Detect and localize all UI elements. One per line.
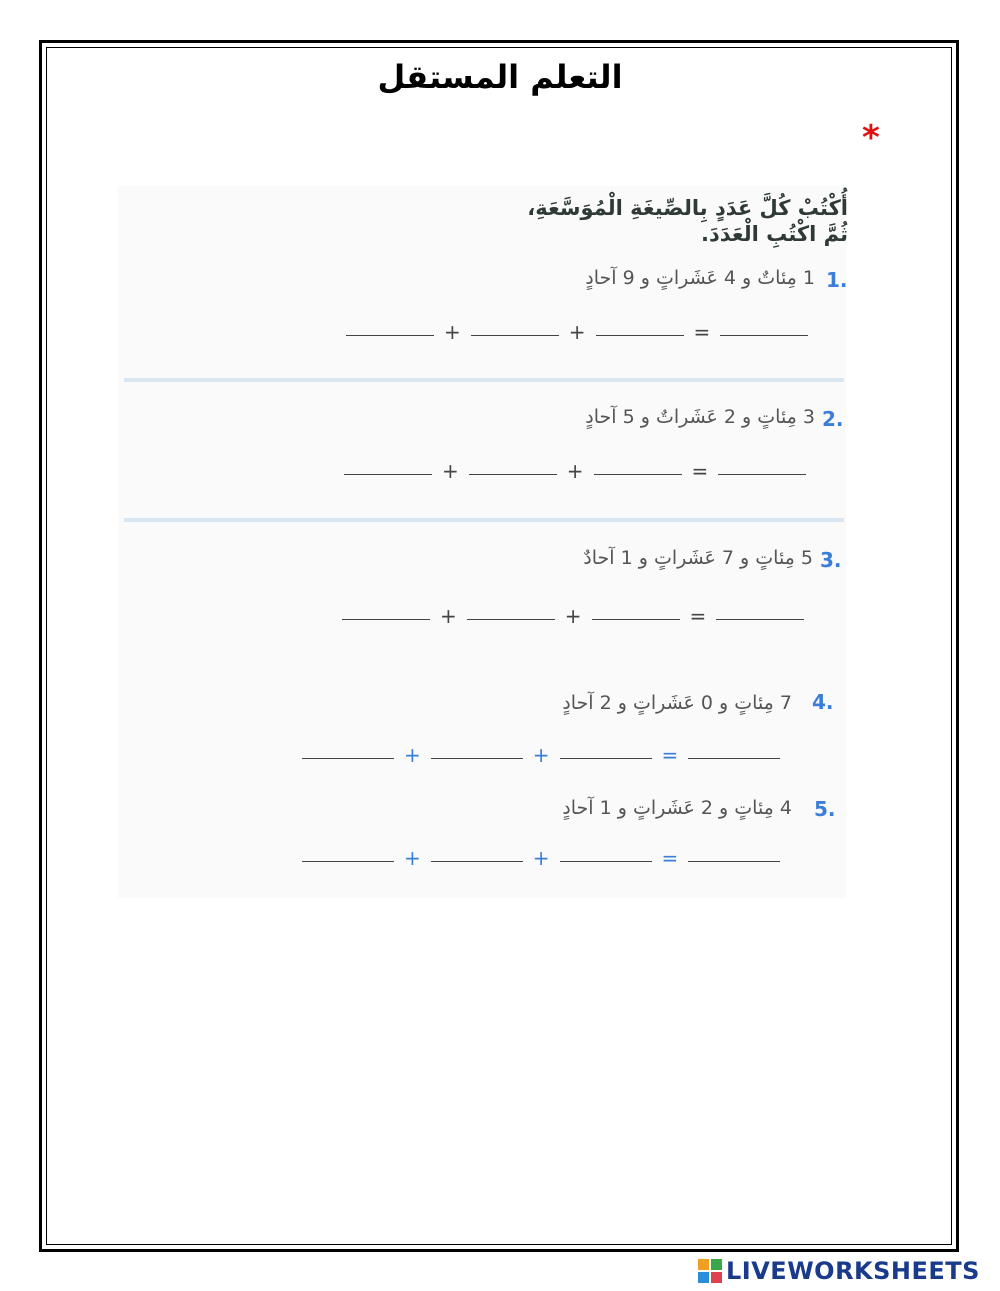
equals-sign: = [661, 846, 679, 870]
page-title: التعلم المستقل [377, 58, 623, 96]
plus-sign: + [404, 846, 421, 870]
exercise-text: 1 مِئاتٌ و 4 عَشَراتٍ و 9 آحادٍ [585, 267, 815, 289]
equals-sign: = [661, 743, 679, 767]
exercise-text: 7 مِئاتٍ و 0 عَشَراتٍ و 2 آحادٍ [562, 692, 792, 714]
section-divider [124, 518, 844, 522]
answer-blank[interactable] [342, 618, 430, 620]
answer-blank[interactable] [467, 618, 555, 620]
answer-blank[interactable] [688, 757, 780, 759]
plus-sign: + [532, 846, 550, 870]
section-divider [124, 378, 844, 382]
expanded-form-equation [346, 322, 808, 342]
logo-square [711, 1272, 722, 1283]
exercise-text: 5 مِئاتٍ و 7 عَشَراتٍ و 1 آحادٌ [583, 547, 813, 569]
exercise-text: 4 مِئاتٍ و 2 عَشَراتٍ و 1 آحادٍ [562, 797, 792, 819]
plus-sign: + [404, 743, 421, 767]
answer-blank[interactable] [431, 757, 523, 759]
answer-blank[interactable] [720, 334, 808, 336]
answer-blank[interactable] [716, 618, 804, 620]
plus-sign: + [440, 604, 457, 628]
instruction-line-2: ثُمَّ اكْتُبِ الْعَدَدَ. [700, 222, 848, 246]
plus-sign: + [564, 604, 582, 628]
equals-sign: = [689, 604, 707, 628]
logo-squares-icon [698, 1259, 722, 1283]
equals-sign: = [693, 320, 711, 344]
answer-blank[interactable] [431, 860, 523, 862]
exercise-text: 3 مِئاتٍ و 2 عَشَراتٌ و 5 آحادٍ [585, 406, 815, 428]
answer-blank[interactable] [688, 860, 780, 862]
exercise-number: 5. [814, 797, 836, 821]
answer-blank[interactable] [469, 473, 557, 475]
answer-blank[interactable] [346, 334, 434, 336]
answer-blank[interactable] [592, 618, 680, 620]
answer-blank[interactable] [560, 860, 652, 862]
answer-blank[interactable] [344, 473, 432, 475]
expanded-form-equation [302, 848, 780, 868]
logo-square [711, 1259, 722, 1270]
plus-sign: + [568, 320, 586, 344]
expanded-form-equation [342, 606, 804, 626]
answer-blank[interactable] [718, 473, 806, 475]
answer-blank[interactable] [471, 334, 559, 336]
exercise-number: 2. [822, 407, 844, 431]
expanded-form-equation [302, 745, 780, 765]
plus-sign: + [442, 459, 459, 483]
plus-sign: + [444, 320, 461, 344]
exercise-number: 4. [812, 690, 834, 714]
expanded-form-equation [344, 461, 806, 481]
answer-blank[interactable] [302, 757, 394, 759]
plus-sign: + [566, 459, 584, 483]
answer-blank[interactable] [596, 334, 684, 336]
answer-blank[interactable] [560, 757, 652, 759]
instruction-line-1: أُكْتُبْ كُلَّ عَدَدٍ بِالصِّيغَةِ الْمُوَسَّعَةِ، [527, 196, 848, 220]
answer-blank[interactable] [302, 860, 394, 862]
answer-blank[interactable] [594, 473, 682, 475]
exercise-number: 1. [826, 268, 848, 292]
equals-sign: = [691, 459, 709, 483]
logo-text: LIVEWORKSHEETS [726, 1257, 980, 1285]
worksheet-scan-area [118, 186, 846, 898]
logo-square [698, 1272, 709, 1283]
logo-square [698, 1259, 709, 1270]
required-asterisk: * [862, 118, 880, 158]
liveworksheets-logo[interactable] [698, 1257, 980, 1285]
exercise-number: 3. [820, 548, 842, 572]
plus-sign: + [532, 743, 550, 767]
